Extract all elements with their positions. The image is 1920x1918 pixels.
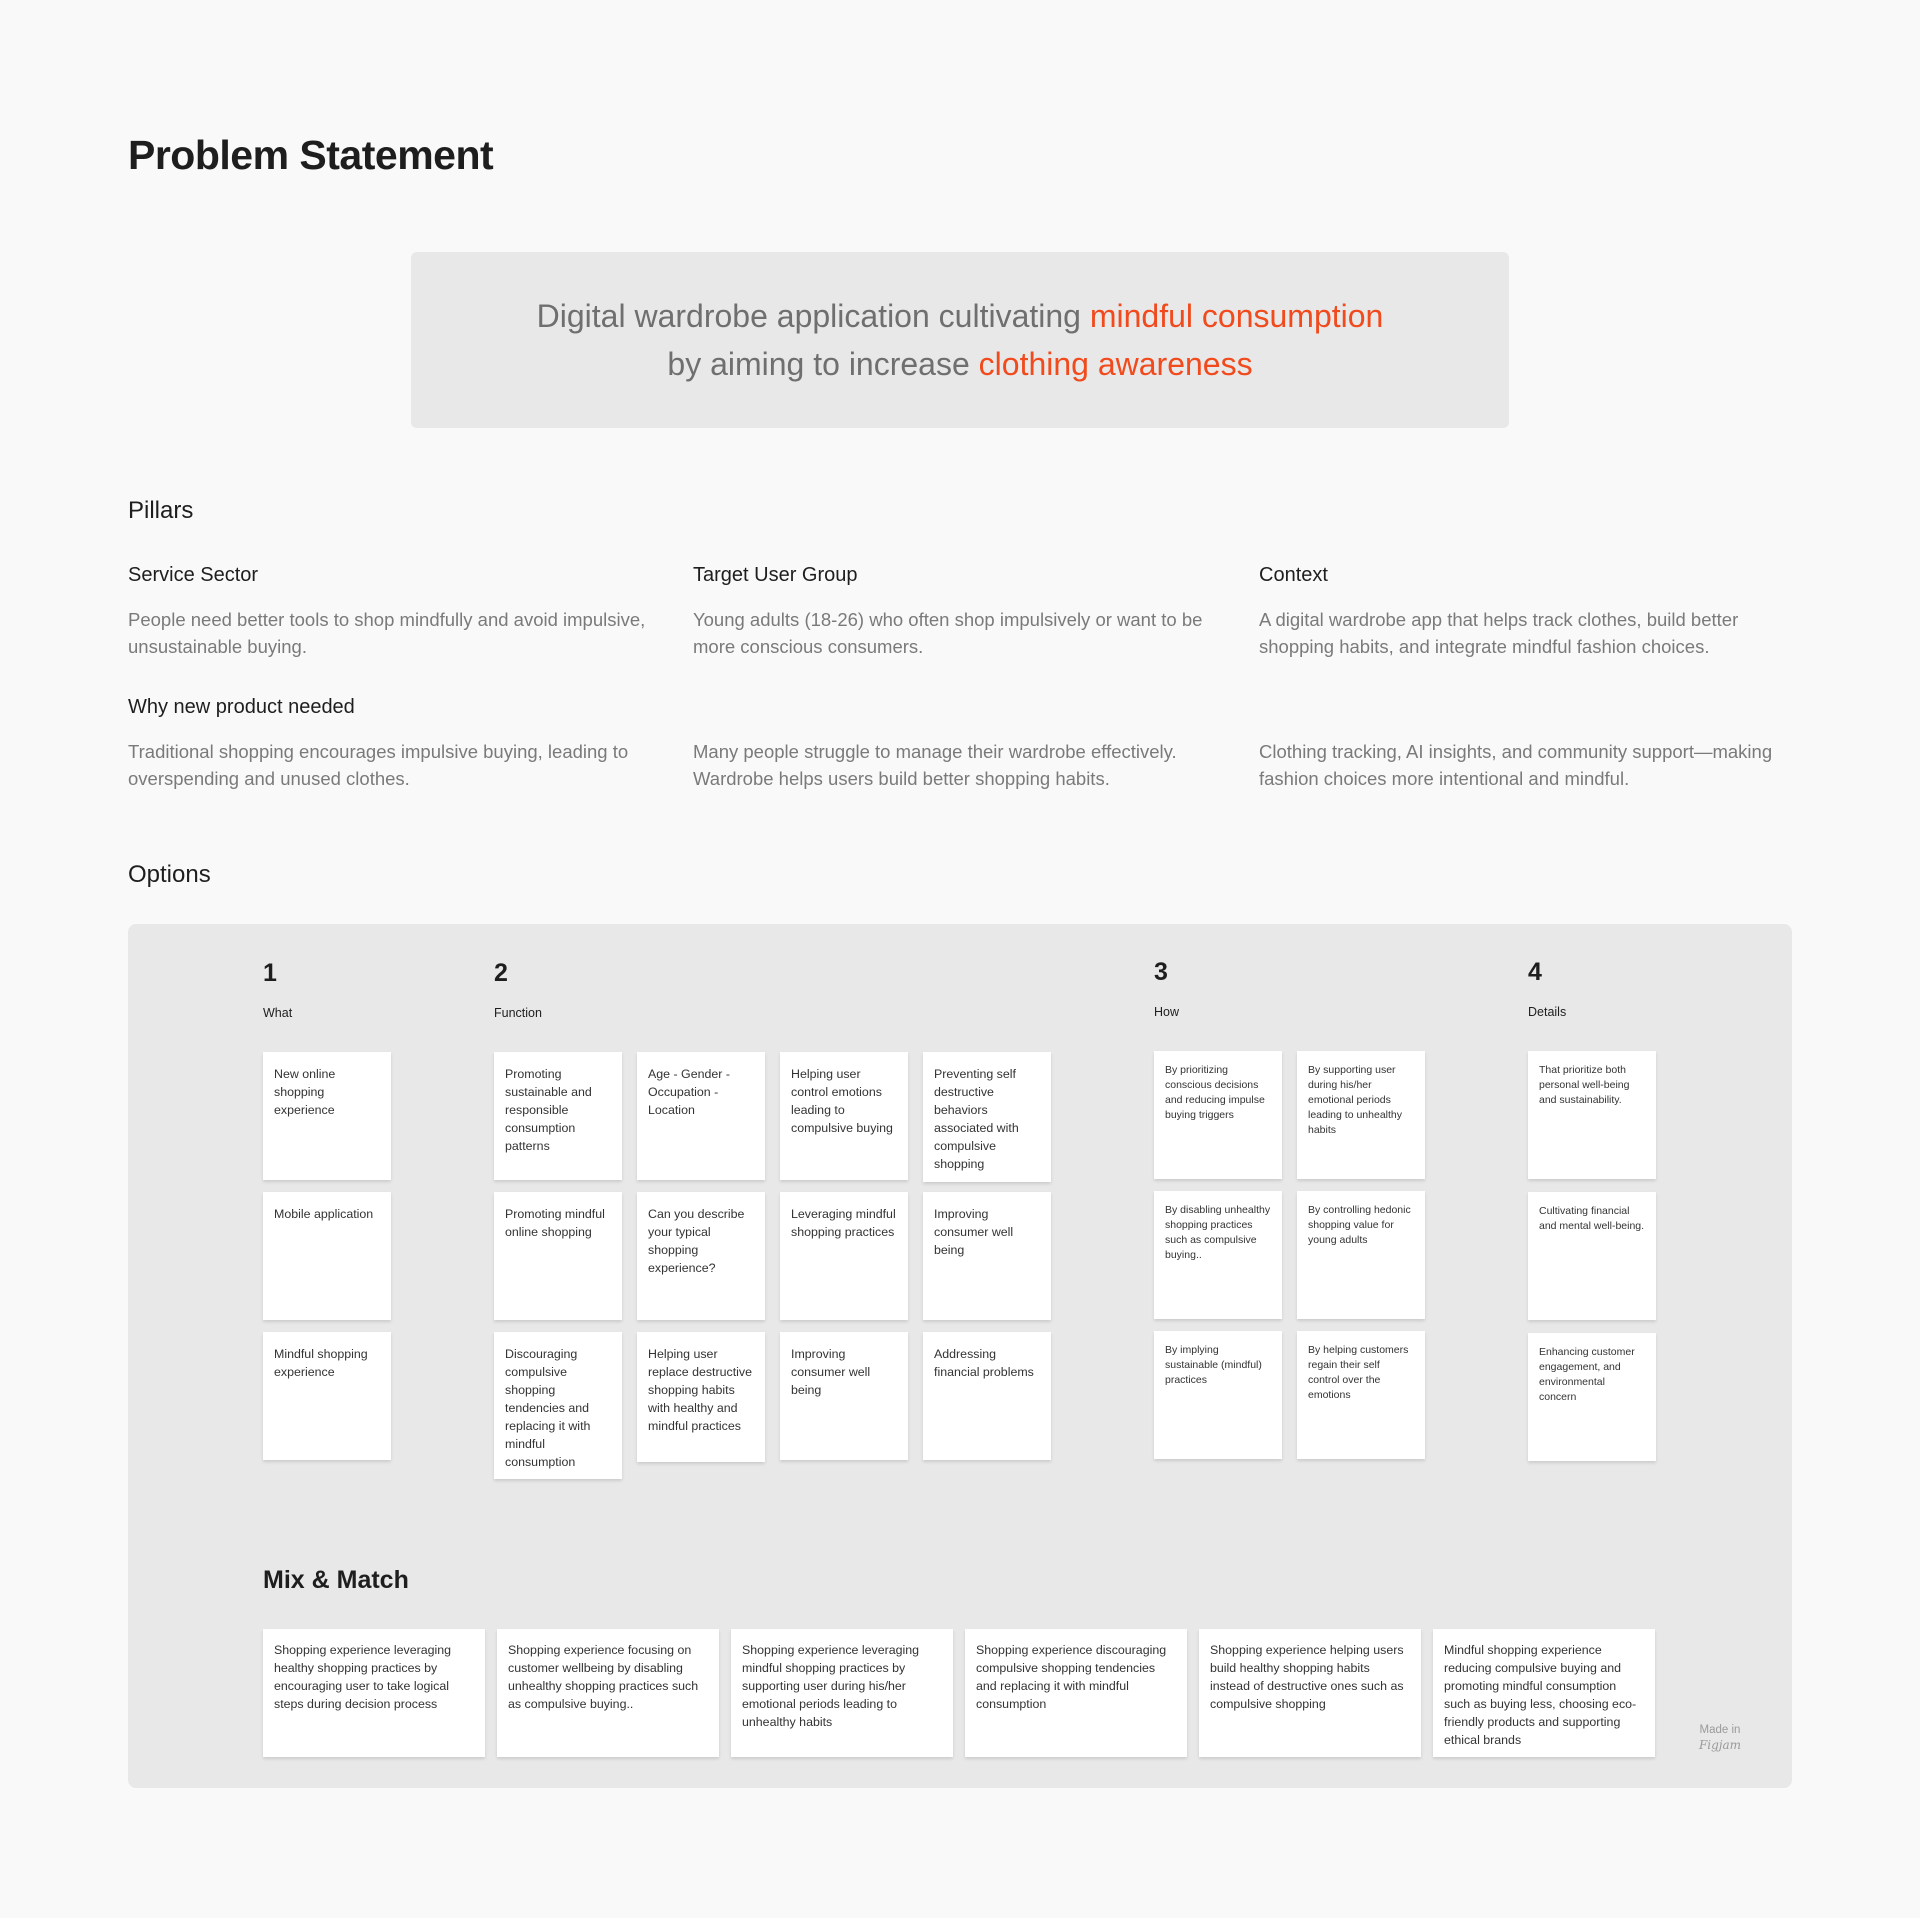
made-in-text: Made in (1699, 1724, 1741, 1736)
sticky-note[interactable]: Enhancing customer engagement, and environmental concern (1528, 1333, 1656, 1461)
mix-match-title: Mix & Match (263, 1566, 409, 1594)
options-board (128, 924, 1792, 1788)
mix-match-card[interactable]: Shopping experience leveraging healthy shopping practices by encouraging user to take logical steps during decision process (263, 1629, 485, 1757)
mix-match-card[interactable]: Shopping experience focusing on customer wellbeing by disabling unhealthy shopping practices such as compulsive buying.. (497, 1629, 719, 1757)
made-in-figjam-badge[interactable] (1685, 1723, 1755, 1753)
pillar-heading: Target User Group (693, 564, 858, 586)
sticky-note[interactable]: By controlling hedonic shopping value for young adults (1297, 1191, 1425, 1319)
column-label: Function (494, 1006, 542, 1020)
sticky-note[interactable]: Preventing self destructive behaviors associated with compulsive shopping (923, 1052, 1051, 1182)
mix-match-card[interactable]: Shopping experience discouraging compulsive shopping tendencies and replacing it with mindful consumption (965, 1629, 1187, 1757)
sticky-note[interactable]: Can you describe your typical shopping experience? (637, 1192, 765, 1320)
sticky-note[interactable]: That prioritize both personal well-being and sustainability. (1528, 1051, 1656, 1179)
pillars-label: Pillars (128, 497, 194, 524)
sticky-note[interactable]: By supporting user during his/her emotional periods leading to unhealthy habits (1297, 1051, 1425, 1179)
figjam-logo-text: Figjam (1698, 1738, 1742, 1752)
banner-text: by aiming to increase (667, 346, 979, 382)
options-label: Options (128, 861, 211, 888)
sticky-note[interactable]: Helping user control emotions leading to compulsive buying (780, 1052, 908, 1180)
pillar-heading: Context (1259, 564, 1328, 586)
problem-statement-banner (411, 252, 1509, 428)
sticky-note[interactable]: Age - Gender - Occupation - Location (637, 1052, 765, 1180)
sticky-note[interactable]: New online shopping experience (263, 1052, 391, 1180)
column-label: How (1154, 1005, 1180, 1019)
sticky-note[interactable]: Cultivating financial and mental well-being. (1528, 1192, 1656, 1320)
column-number: 4 (1528, 958, 1542, 986)
sticky-note[interactable]: Improving consumer well being (780, 1332, 908, 1460)
sticky-note[interactable]: By prioritizing conscious decisions and reducing impulse buying triggers (1154, 1051, 1282, 1179)
mix-match-card[interactable]: Shopping experience helping users build healthy shopping habits instead of destructive ones such as compulsive shopping (1199, 1629, 1421, 1757)
sticky-note[interactable]: Leveraging mindful shopping practices (780, 1192, 908, 1320)
banner-text: Digital wardrobe application cultivating (536, 298, 1090, 334)
banner-highlight: mindful consumption (1089, 298, 1384, 334)
pillar-text: People need better tools to shop mindfully and avoid impulsive, unsustainable buying. (128, 609, 646, 657)
why-heading: Why new product needed (128, 696, 355, 718)
pillar-text: Young adults (18-26) who often shop impulsively or want to be more conscious consumers. (693, 609, 1203, 657)
sticky-note[interactable]: Mobile application (263, 1192, 391, 1320)
sticky-note[interactable]: Improving consumer well being (923, 1192, 1051, 1320)
banner-line-1 (537, 292, 1384, 340)
why-text: Many people struggle to manage their wardrobe effectively. Wardrobe helps users build better shopping habits. (693, 741, 1177, 789)
column-label: Details (1528, 1005, 1567, 1019)
column-number: 1 (263, 959, 277, 987)
pillar-text: A digital wardrobe app that helps track clothes, build better shopping habits, and integrate mindful fashion choices. (1259, 609, 1739, 657)
sticky-note[interactable]: By disabling unhealthy shopping practices such as compulsive buying.. (1154, 1191, 1282, 1319)
sticky-note[interactable]: By helping customers regain their self control over the emotions (1297, 1331, 1425, 1459)
sticky-note[interactable]: Discouraging compulsive shopping tendencies and replacing it with mindful consumption (494, 1332, 622, 1479)
banner-line-2 (667, 340, 1252, 388)
sticky-note[interactable]: Mindful shopping experience (263, 1332, 391, 1460)
mix-match-card[interactable]: Shopping experience leveraging mindful shopping practices by supporting user during his/her emotional periods leading to unhealthy habits (731, 1629, 953, 1757)
sticky-note[interactable]: Promoting mindful online shopping (494, 1192, 622, 1320)
column-label: What (263, 1006, 293, 1020)
sticky-note[interactable]: Helping user replace destructive shopping habits with healthy and mindful practices (637, 1332, 765, 1462)
column-number: 3 (1154, 958, 1168, 986)
sticky-note[interactable]: Promoting sustainable and responsible consumption patterns (494, 1052, 622, 1180)
banner-highlight: clothing awareness (978, 346, 1253, 382)
pillar-heading: Service Sector (128, 564, 259, 586)
sticky-note[interactable]: By implying sustainable (mindful) practices (1154, 1331, 1282, 1459)
mix-match-card[interactable]: Mindful shopping experience reducing compulsive buying and promoting mindful consumption such as buying less, choosing eco-friendly products and supporting ethical brands (1433, 1629, 1655, 1757)
column-number: 2 (494, 959, 508, 987)
why-text: Traditional shopping encourages impulsive buying, leading to overspending and unused clothes. (128, 741, 629, 789)
page-title: Problem Statement (128, 132, 494, 178)
why-text: Clothing tracking, AI insights, and community support—making fashion choices more intentional and mindful. (1259, 741, 1773, 789)
sticky-note[interactable]: Addressing financial problems (923, 1332, 1051, 1460)
